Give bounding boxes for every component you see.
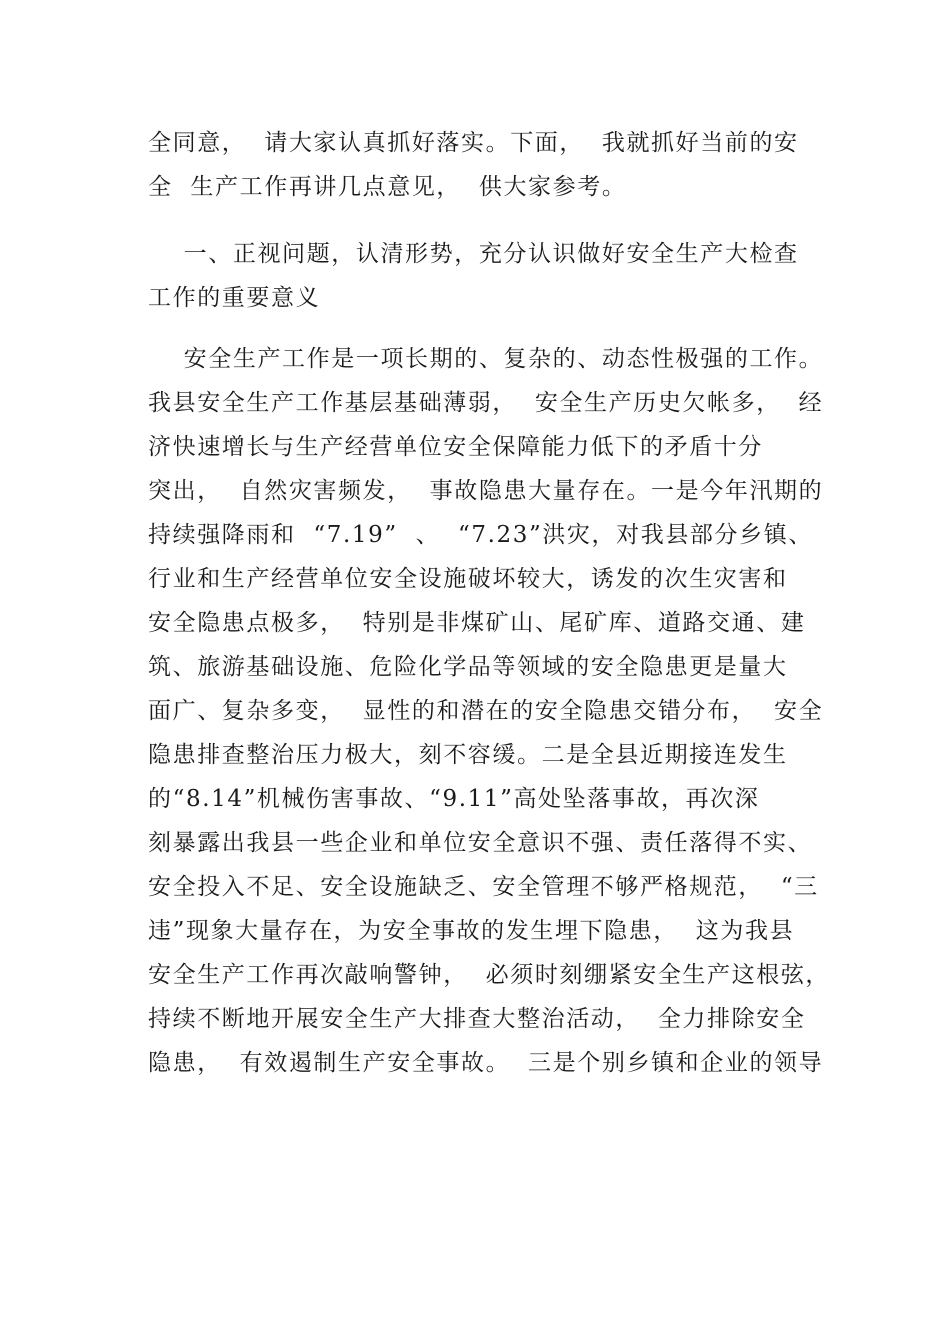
- text-line: 安全投入不足、安全设施缺乏、安全管理不够严格规范， “三: [148, 874, 819, 900]
- text-line: 我县安全生产工作基层基础薄弱， 安全生产历史欠帐多， 经: [148, 390, 824, 416]
- text-line: 全同意， 请大家认真抓好落实。下面， 我就抓好当前的安: [148, 130, 799, 156]
- text-line: 安全生产工作是一项长期的、复杂的、动态性极强的工作。: [148, 346, 824, 372]
- text-line: 行业和生产经营单位安全设施破坏较大，诱发的次生灾害和: [148, 566, 788, 592]
- text-line: 的“8.14”机械伤害事故、“9.11”高处坠落事故，再次深: [148, 786, 760, 812]
- text-line: 全 生产工作再讲几点意见， 供大家参考。: [148, 174, 627, 200]
- text-line: 隐患排查整治压力极大，刻不容缓。二是全县近期接连发生: [148, 742, 788, 768]
- text-line: 安全隐患点极多， 特别是非煤矿山、尾矿库、道路交通、建: [148, 610, 806, 636]
- text-line: 隐患， 有效遏制生产安全事故。 三是个别乡镇和企业的领导: [148, 1050, 824, 1076]
- text-line: 济快速增长与生产经营单位安全保障能力低下的矛盾十分: [148, 434, 763, 460]
- text-line: 安全生产工作再次敲响警钟， 必须时刻绷紧安全生产这根弦，: [148, 962, 831, 988]
- section-heading: 工作的重要意义: [148, 285, 321, 311]
- text-line: 持续强降雨和 “7.19” 、 “7.23”洪灾，对我县部分乡镇、: [148, 522, 813, 548]
- text-line: 违”现象大量存在，为安全事故的发生埋下隐患， 这为我县: [148, 918, 795, 944]
- text-line: 突出， 自然灾害频发， 事故隐患大量存在。一是今年汛期的: [148, 478, 824, 504]
- text-line: 筑、旅游基础设施、危险化学品等领域的安全隐患更是量大: [148, 654, 788, 680]
- section-heading: 一、正视问题，认清形势，充分认识做好安全生产大检查: [148, 241, 799, 267]
- text-line: 面广、复杂多变， 显性的和潜在的安全隐患交错分布， 安全: [148, 698, 824, 724]
- text-line: 持续不断地开展安全生产大排查大整治活动， 全力排除安全: [148, 1006, 806, 1032]
- text-line: 刻暴露出我县一些企业和单位安全意识不强、责任落得不实、: [148, 830, 813, 856]
